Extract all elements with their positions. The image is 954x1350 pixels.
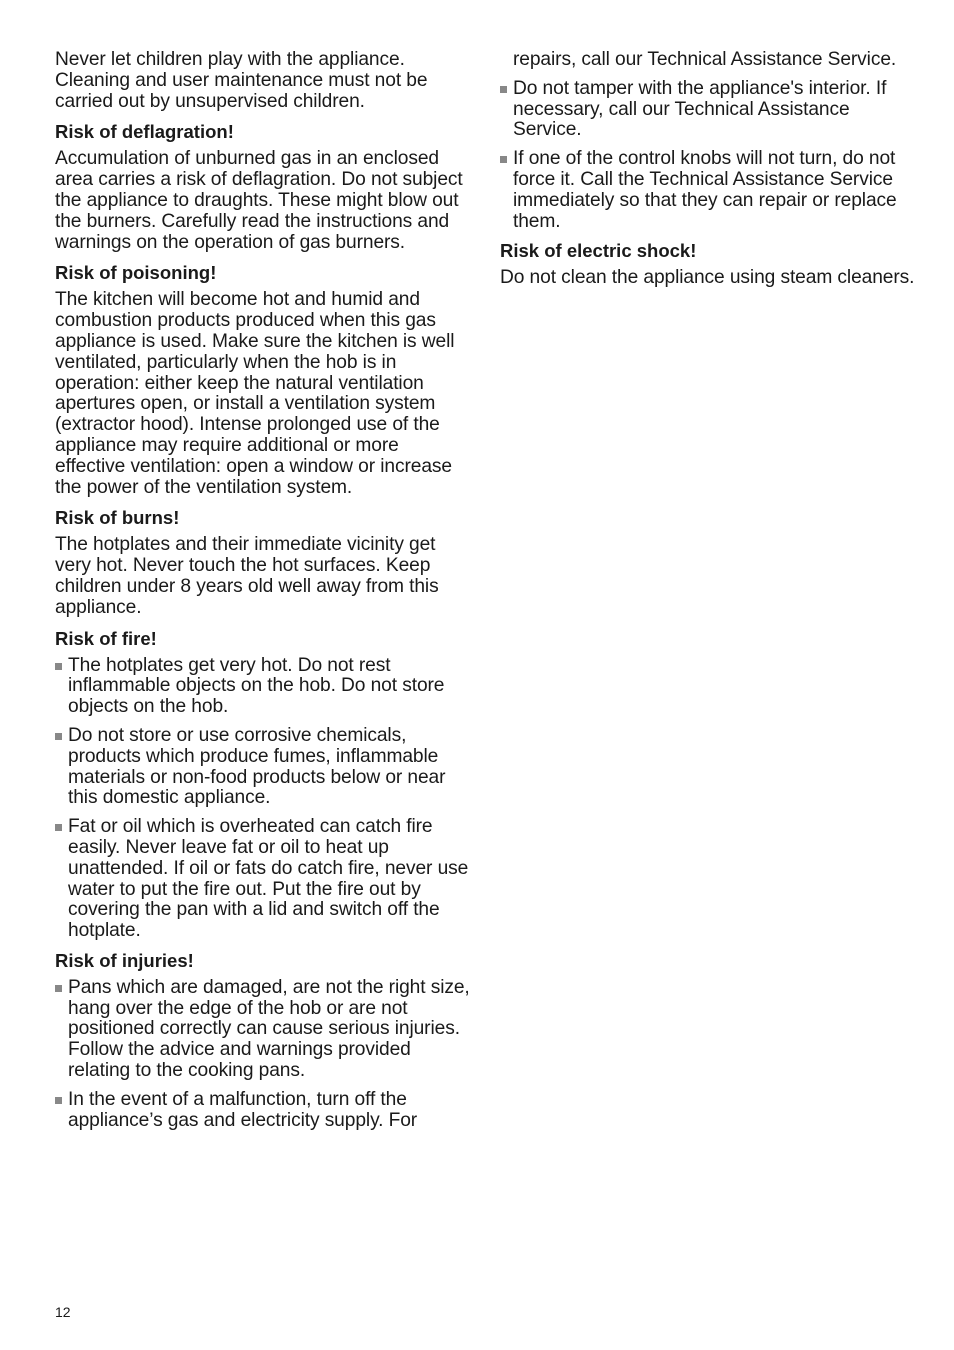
burns-paragraph: The hotplates and their immediate vicinity get very hot. Never touch the hot surfaces. Keep children under 8 years old well away from this appliance.	[55, 534, 439, 618]
heading-injuries: Risk of injuries!	[55, 949, 194, 971]
list-item	[500, 79, 915, 141]
list-item	[500, 149, 915, 232]
heading-fire: Risk of fire!	[55, 627, 157, 649]
deflagration-paragraph: Accumulation of unburned gas in an enclosed area carries a risk of deflagration. Do not subject the appliance to draughts. These might blow out the burners. Carefully read the instructions and warnings on the operation of gas burners.	[55, 148, 463, 253]
heading-electric-shock: Risk of electric shock!	[500, 240, 697, 262]
list-item-text: Do not store or use corrosive chemicals, products which produce fumes, inflammable materials or non-food products below or near this domestic appliance.	[68, 724, 446, 809]
poisoning-paragraph: The kitchen will become hot and humid and combustion products produced when this gas appliance is used. Make sure the kitchen is well ventilated, particularly when the hob is in operation: either keep the natural ventilation apertures open, or install a ventilation system (extractor hood). Intense prolonged use of the appliance may require additional or more effective ventilation: open a window or increase the power of the ventilation system.	[55, 289, 455, 498]
list-item	[55, 978, 470, 1082]
square-bullet-icon	[500, 156, 507, 163]
fire-list	[55, 656, 470, 942]
square-bullet-icon	[55, 663, 62, 670]
list-item-text: In the event of a malfunction, turn off the appliance’s gas and electricity supply. For	[68, 1088, 418, 1131]
square-bullet-icon	[55, 985, 62, 992]
list-item-text: The hotplates get very hot. Do not rest inflammable objects on the hob. Do not store objects on the hob.	[68, 654, 445, 718]
page-number: 12	[55, 1304, 71, 1320]
square-bullet-icon	[55, 824, 62, 831]
list-item	[55, 656, 470, 718]
list-item-text: If one of the control knobs will not turn, do not force it. Call the Technical Assistance Service immediately so that they can repair or replace them.	[513, 148, 897, 232]
left-column	[55, 50, 470, 1139]
heading-poisoning: Risk of poisoning!	[55, 262, 217, 284]
list-item-text: Do not tamper with the appliance's interior. If necessary, call our Technical Assistance Service.	[513, 77, 887, 141]
electric-shock-paragraph: Do not clean the appliance using steam cleaners.	[500, 267, 915, 289]
list-item-text: repairs, call our Technical Assistance Service.	[513, 49, 897, 70]
square-bullet-icon	[55, 1097, 62, 1104]
heading-burns: Risk of burns!	[55, 507, 180, 529]
list-item-text: Fat or oil which is overheated can catch fire easily. Never leave fat or oil to heat up unattended. If oil or fats do catch fire, never use water to put the fire out. Put the fire out by covering the pan with a lid and switch off the hotplate.	[68, 816, 469, 942]
list-item	[55, 726, 470, 809]
square-bullet-icon	[500, 86, 507, 93]
injuries-list	[55, 978, 470, 1132]
injuries-list-continued	[500, 50, 915, 232]
list-item	[55, 1090, 470, 1132]
intro-paragraph: Never let children play with the appliance. Cleaning and user maintenance must not be carried out by unsupervised children.	[55, 49, 428, 112]
right-column	[500, 50, 915, 298]
list-item	[500, 50, 915, 71]
square-bullet-icon	[55, 733, 62, 740]
heading-deflagration: Risk of deflagration!	[55, 121, 234, 143]
list-item-text: Pans which are damaged, are not the right size, hang over the edge of the hob or are not positioned correctly can cause serious injuries. Follow the advice and warnings provided relating to the cooking pans.	[68, 976, 470, 1082]
list-item	[55, 817, 470, 942]
